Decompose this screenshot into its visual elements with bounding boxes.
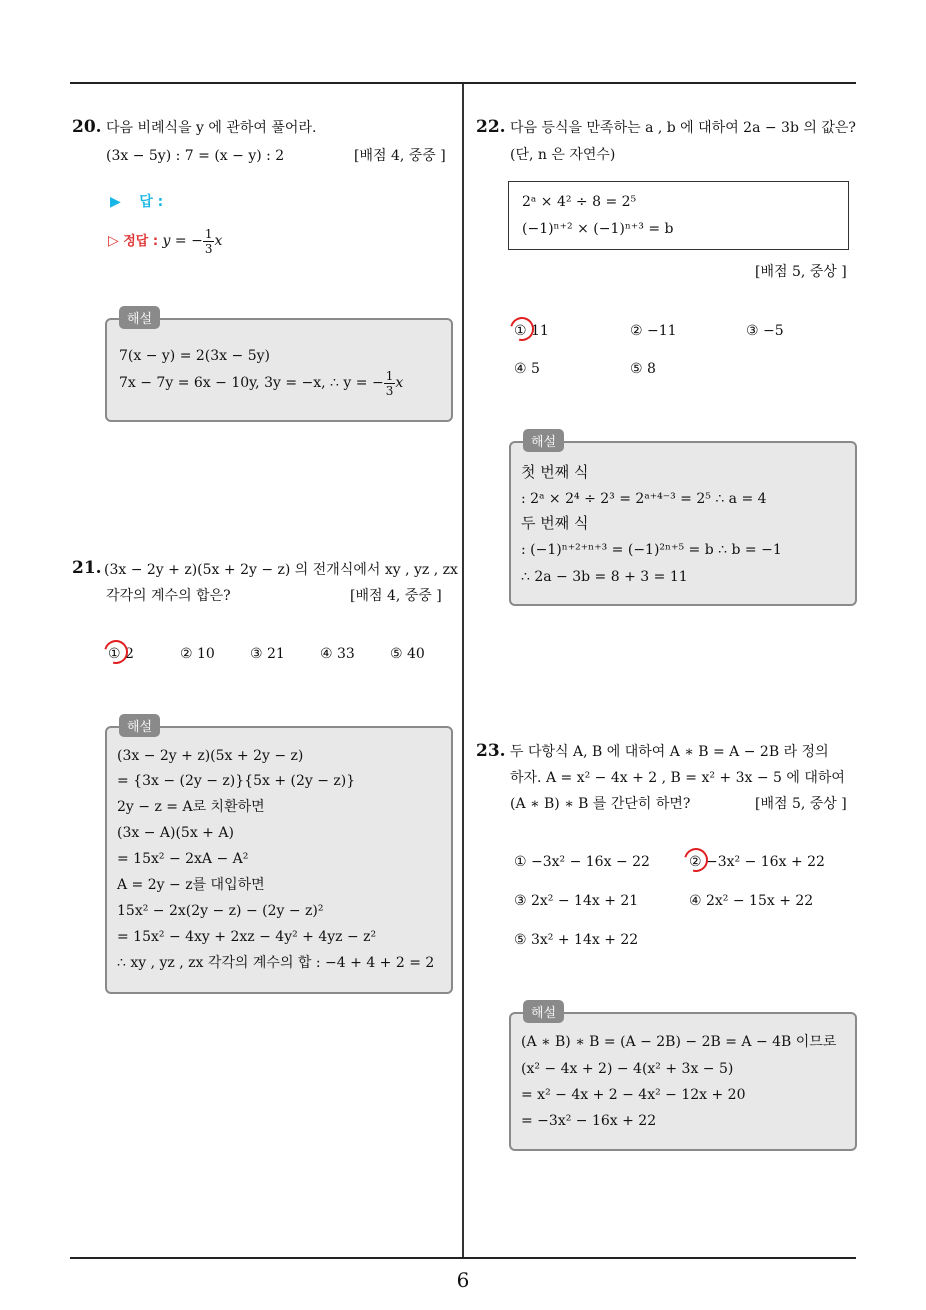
q23-score: [배점 5, 중상 ] [755,796,847,812]
q22-choice-5[interactable]: ⑤ 8 [630,361,656,377]
q21-question-line2: 각각의 계수의 합은? [106,588,231,604]
q21-choice-4[interactable]: ④ 33 [320,646,355,662]
q23-choice-1[interactable]: ① −3x² − 16x − 22 [514,854,650,870]
q21-solution-line: = 15x² − 4xy + 2xz − 4y² + 4yz − z² [117,929,377,945]
q23-solution-line: (A ∗ B) ∗ B = (A − 2B) − 2B = A − 4B 이므로 [521,1034,837,1050]
q22-solution-line: 첫 번째 식 [521,463,589,481]
q22-solution-tag: 해설 [523,429,564,452]
q22-solution-line: 두 번째 식 [521,514,589,532]
q20-solution-tag: 해설 [119,306,160,329]
q23-choice-2[interactable]: ② −3x² − 16x + 22 [689,854,825,870]
q22-score: [배점 5, 중상 ] [755,264,847,280]
q22-solution-line: : (−1)ⁿ⁺²⁺ⁿ⁺³ = (−1)²ⁿ⁺⁵ = b ∴ b = −1 [521,542,782,558]
q20-correct-suffix: x [214,233,223,249]
correct-arrow-icon: ▷ [108,233,119,249]
page-number: 6 [456,1268,470,1292]
q21-solution-line: 15x² − 2x(2y − z) − (2y − z)² [117,903,324,919]
q23-solution-tag: 해설 [523,1000,564,1023]
q22-choice-3[interactable]: ③ −5 [746,323,784,339]
q21-solution-line: A = 2y − z를 대입하면 [117,877,265,893]
bottom-rule [70,1257,856,1259]
q20-correct-prefix: y = − [162,233,203,249]
q23-question-line3: (A ∗ B) ∗ B 를 간단히 하면? [510,796,691,812]
q20-equation: (3x − 5y) : 7 = (x − y) : 2 [106,148,285,164]
q22-question-line2: (단, n 은 자연수) [510,147,616,163]
q21-choice-3[interactable]: ③ 21 [250,646,285,662]
q21-choice-5[interactable]: ⑤ 40 [390,646,425,662]
q20-score: [배점 4, 중중 ] [354,148,446,164]
q21-solution-line: 2y − z = A로 치환하면 [117,799,265,815]
q20-correct-label: 정답 : [123,234,159,249]
q23-question-line1: 두 다항식 A, B 에 대하여 A ∗ B = A − 2B 라 정의 [510,744,829,760]
q22-choice-1[interactable]: ① 11 [514,323,549,339]
q21-question-line1: (3x − 2y + z)(5x + 2y − z) 의 전개식에서 xy , yz , zx [104,562,458,578]
q21-choice-2[interactable]: ② 10 [180,646,215,662]
q20-number: 20. [72,117,102,137]
q23-choice-3[interactable]: ③ 2x² − 14x + 21 [514,893,639,909]
q20-answer-label: 답 : [139,194,164,210]
q20-correct-row [108,226,222,257]
answer-arrow-icon: ▶ [110,194,121,210]
q20-correct-fraction: $\frac{1}{3}$ [204,226,213,256]
q22-number: 22. [476,117,506,137]
q22-solution-line: : 2ᵃ × 2⁴ ÷ 2³ = 2ᵃ⁺⁴⁻³ = 2⁵ ∴ a = 4 [521,491,767,507]
q22-given-line2: (−1)ⁿ⁺² × (−1)ⁿ⁺³ = b [522,221,674,237]
q21-number: 21. [72,558,102,578]
q23-solution-line: = −3x² − 16x + 22 [521,1113,657,1129]
q22-solution-line: ∴ 2a − 3b = 8 + 3 = 11 [521,569,688,585]
q23-choice-5[interactable]: ⑤ 3x² + 14x + 22 [514,932,639,948]
q22-question-line1: 다음 등식을 만족하는 a , b 에 대하여 2a − 3b 의 값은? [510,120,856,136]
q21-solution-tag: 해설 [119,714,160,737]
q21-choice-1[interactable]: ① 2 [108,646,134,662]
q20-solution-fraction: $\frac{1}{3}$ [385,368,394,398]
q20-question: 다음 비례식을 y 에 관하여 풀어라. [106,120,317,136]
q23-solution-line: (x² − 4x + 2) − 4(x² + 3x − 5) [521,1061,734,1077]
q23-solution-line: = x² − 4x + 2 − 4x² − 12x + 20 [521,1087,746,1103]
q21-solution-line: (3x − 2y + z)(5x + 2y − z) [117,748,304,764]
q20-answer-row [110,192,163,212]
q23-choice-4[interactable]: ④ 2x² − 15x + 22 [689,893,814,909]
q20-solution-line2: 7x − 7y = 6x − 10y, 3y = −x, ∴ y = − $\frac{1}{3}$ x [119,368,404,398]
q21-solution-line: = {3x − (2y − z)}{5x + (2y − z)} [117,773,356,789]
q21-solution-line: = 15x² − 2xA − A² [117,851,249,867]
q21-score: [배점 4, 중중 ] [350,588,442,604]
q22-choice-4[interactable]: ④ 5 [514,361,540,377]
q20-solution-line1: 7(x − y) = 2(3x − 5y) [119,348,270,364]
column-divider [462,84,464,1257]
q23-question-line2: 하자. A = x² − 4x + 2 , B = x² + 3x − 5 에 대하여 [510,770,845,786]
q22-choice-2[interactable]: ② −11 [630,323,677,339]
q21-solution-line: ∴ xy , yz , zx 각각의 계수의 합 : −4 + 4 + 2 = 2 [117,955,435,971]
q22-given-line1: 2ᵃ × 4² ÷ 8 = 2⁵ [522,194,637,210]
q23-number: 23. [476,741,506,761]
q21-solution-line: (3x − A)(5x + A) [117,825,234,841]
